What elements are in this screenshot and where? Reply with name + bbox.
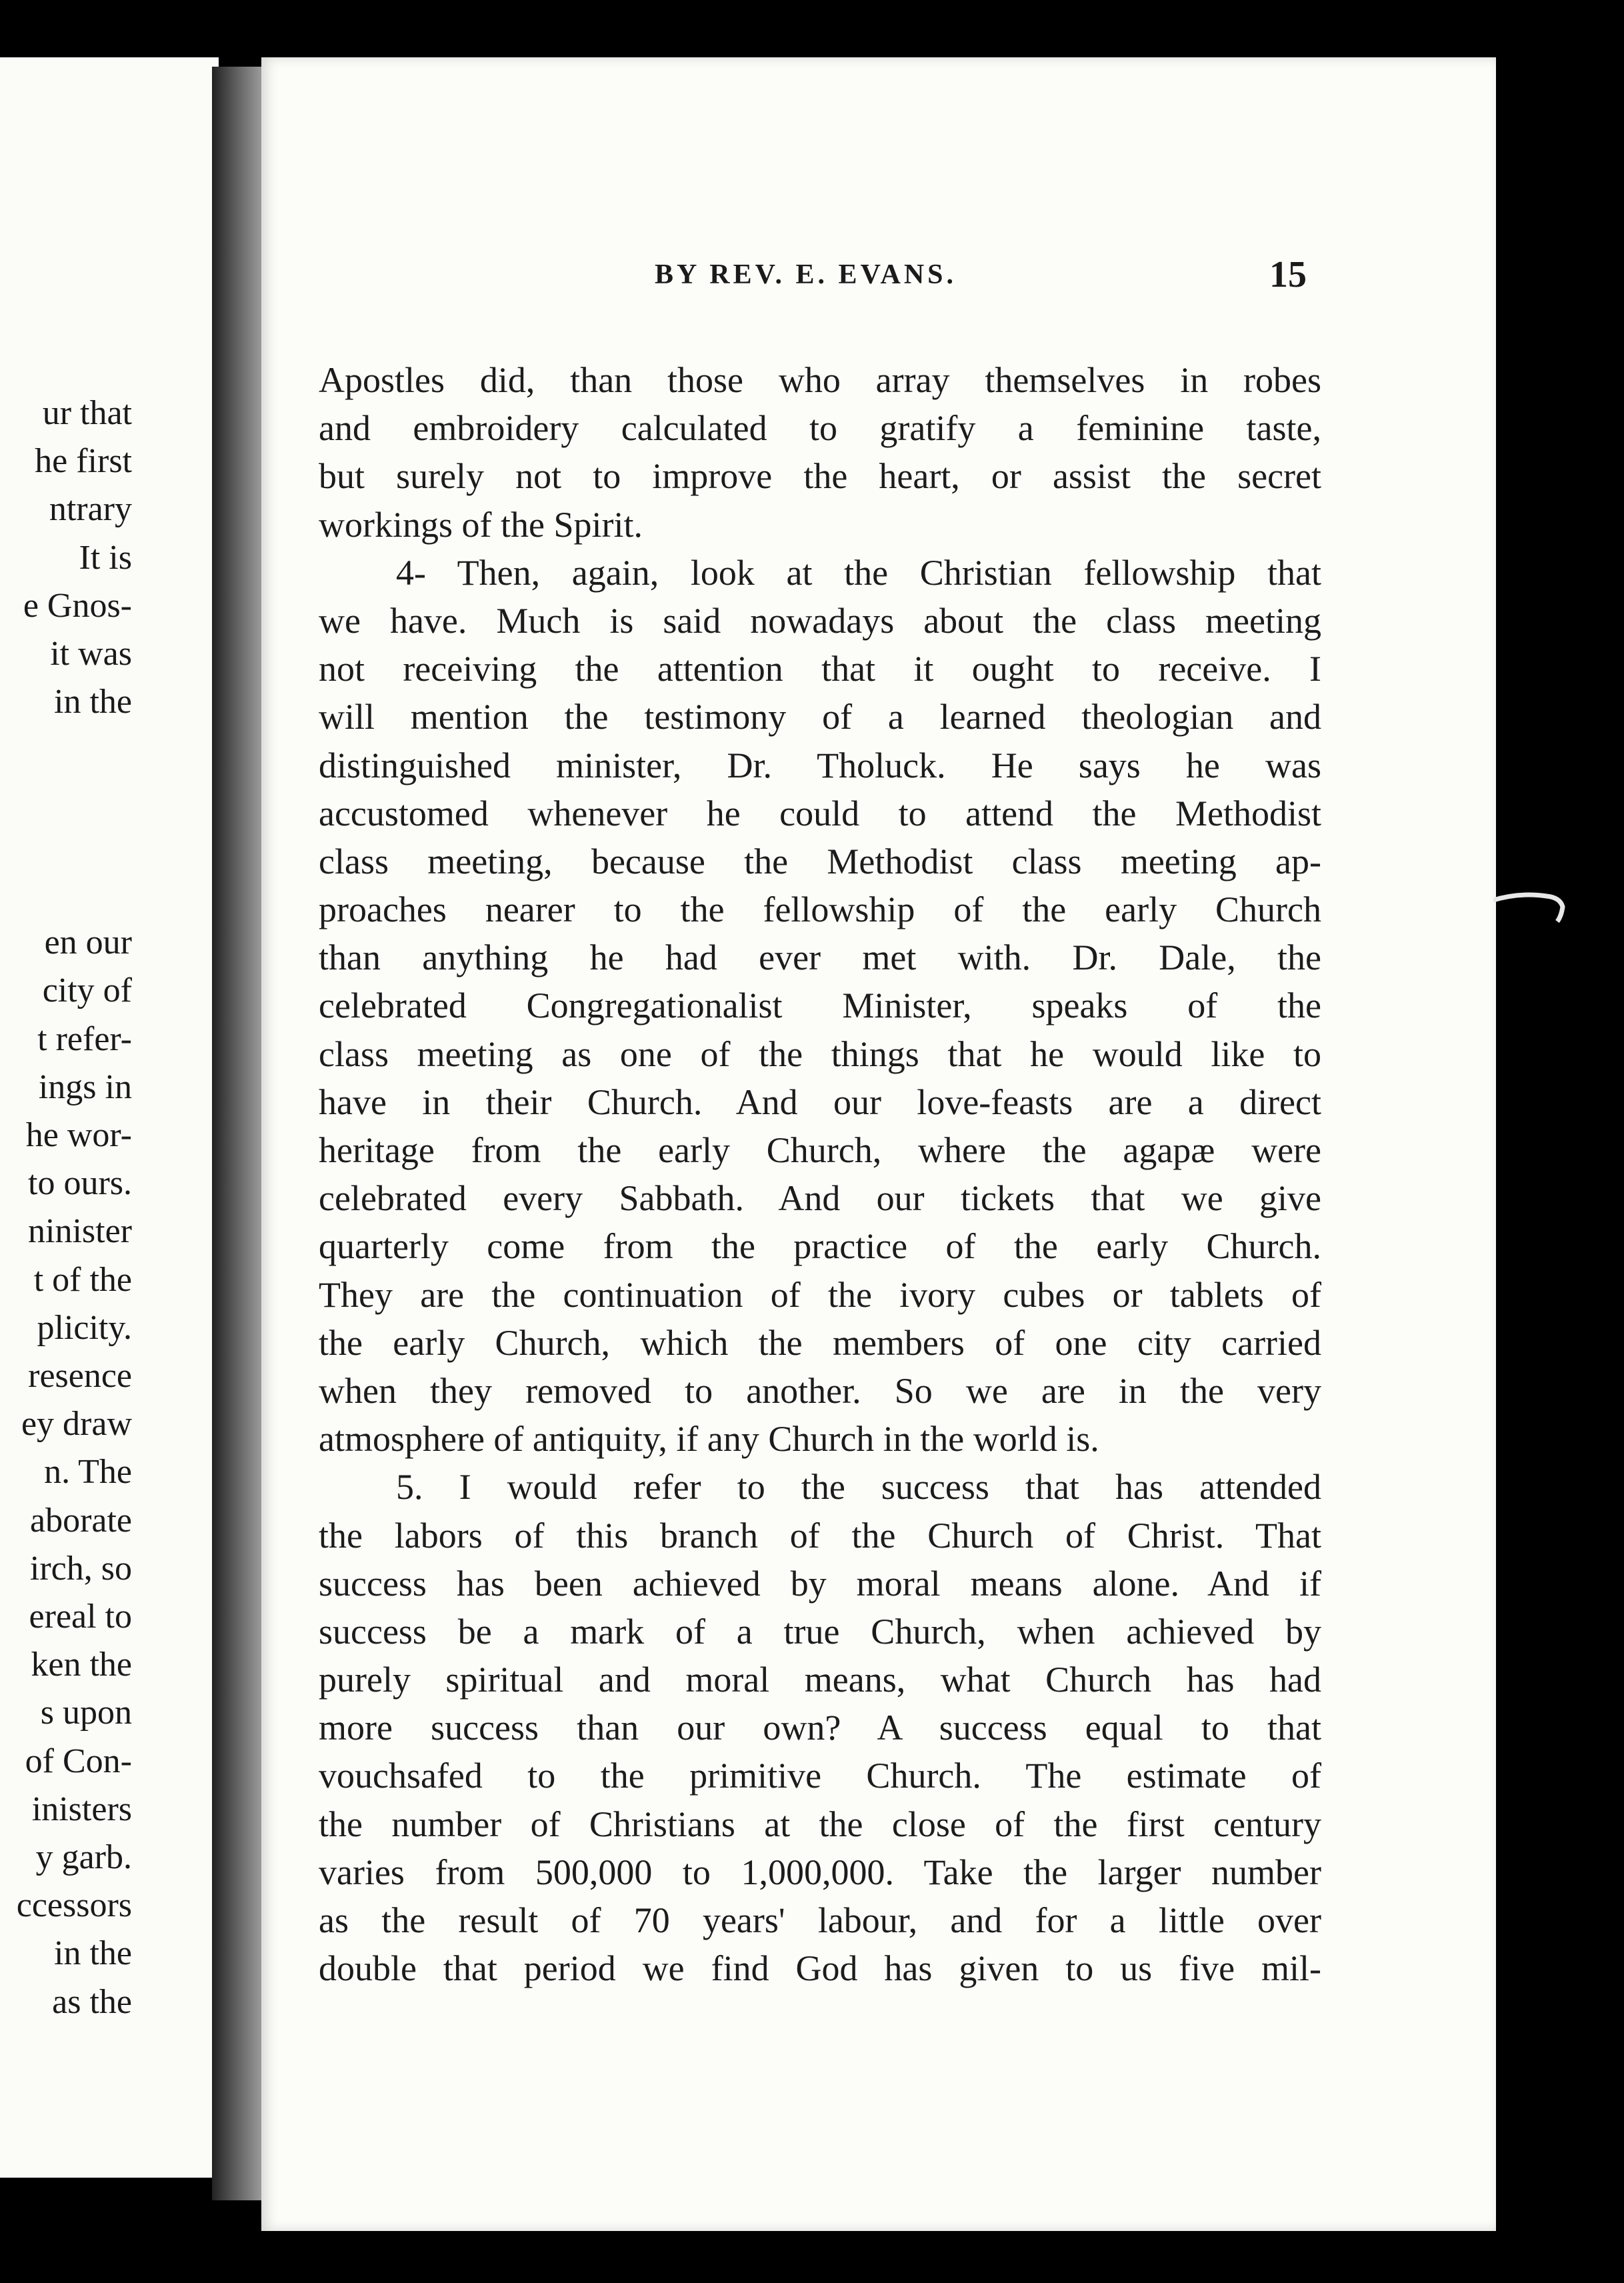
text-line: but surely not to improve the heart, or assist the secret	[319, 456, 1321, 497]
left-page-fragment: en our	[44, 923, 132, 962]
text-line: more success than our own? A success equal to that	[319, 1708, 1321, 1748]
text-line: and embroidery calculated to gratify a feminine taste,	[319, 408, 1321, 449]
text-line: will mention the testimony of a learned theologian and	[319, 697, 1321, 737]
left-page-fragment: it was	[50, 635, 132, 673]
text-line: have in their Church. And our love-feasts are a direct	[319, 1081, 1321, 1122]
text-line: not receiving the attention that it ought to receive. I	[319, 649, 1321, 689]
left-page-fragment: as the	[52, 1982, 132, 2021]
text-line: 4- Then, again, look at the Christian fellowship that	[396, 552, 1321, 593]
text-line: the labors of this branch of the Church of Christ. That	[319, 1515, 1321, 1556]
text-line: They are the continuation of the ivory cubes or tablets of	[319, 1274, 1321, 1315]
left-page-fragment: ken the	[31, 1646, 132, 1684]
text-line: 5. I would refer to the success that has attended	[396, 1467, 1321, 1508]
left-page-fragment: city of	[42, 971, 132, 1010]
text-line: varies from 500,000 to 1,000,000. Take the larger number	[319, 1852, 1321, 1892]
left-page-fragment: irch, so	[29, 1549, 132, 1588]
left-page-fragment: It is	[79, 538, 132, 577]
text-line: purely spiritual and moral means, what Church has had	[319, 1660, 1321, 1700]
text-line: success be a mark of a true Church, when achieved by	[319, 1611, 1321, 1652]
left-page-fragment: of Con-	[25, 1742, 132, 1780]
page-header	[261, 254, 1496, 319]
body-text	[319, 356, 1321, 1992]
text-line: double that period we find God has given to us five mil-	[319, 1948, 1321, 1989]
left-page-fragment: e Gnos-	[23, 586, 132, 625]
text-line: heritage from the early Church, where the agapæ were	[319, 1130, 1321, 1170]
text-line: distinguished minister, Dr. Tholuck. He says he was	[319, 745, 1321, 785]
left-page-fragment: he first	[35, 442, 132, 481]
left-page-fragment: in the	[54, 683, 132, 721]
text-line: as the result of 70 years' labour, and for a little over	[319, 1900, 1321, 1940]
text-line: the number of Christians at the close of the first century	[319, 1804, 1321, 1844]
text-line: success has been achieved by moral means alone. And if	[319, 1563, 1321, 1604]
left-page-fragment: aborate	[29, 1501, 132, 1540]
left-page-fragment: plicity.	[37, 1308, 132, 1347]
left-facing-page	[0, 57, 219, 2178]
text-line: celebrated every Sabbath. And our tickets that we give	[319, 1178, 1321, 1219]
right-page	[261, 57, 1496, 2231]
text-line: atmosphere of antiquity, if any Church in the world is.	[319, 1419, 1099, 1460]
text-line: the early Church, which the members of one city carried	[319, 1322, 1321, 1363]
left-page-fragment: in the	[54, 1934, 132, 1973]
left-page-fragment: ninister	[28, 1212, 132, 1251]
text-line: class meeting as one of the things that he would like to	[319, 1033, 1321, 1074]
left-page-fragment: y garb.	[35, 1838, 132, 1876]
text-line: class meeting, because the Methodist class meeting ap-	[319, 841, 1321, 881]
text-line: accustomed whenever he could to attend the Methodist	[319, 793, 1321, 833]
left-page-fragment: t refer-	[37, 1019, 132, 1058]
left-page-fragment: inisters	[31, 1790, 132, 1828]
text-line: proaches nearer to the fellowship of the early Church	[319, 889, 1321, 930]
left-page-fragment: ereal to	[29, 1598, 132, 1636]
left-page-fragment: n. The	[44, 1453, 132, 1492]
text-line: celebrated Congregationalist Minister, speaks of the	[319, 985, 1321, 1026]
left-page-fragment: ey draw	[21, 1405, 132, 1444]
text-line: vouchsafed to the primitive Church. The estimate of	[319, 1756, 1321, 1796]
text-line: we have. Much is said nowadays about the class meeting	[319, 600, 1321, 641]
running-head: BY REV. E. EVANS.	[655, 259, 957, 290]
left-page-fragment: to ours.	[28, 1164, 132, 1203]
left-page-fragment: resence	[28, 1357, 132, 1395]
text-line: quarterly come from the practice of the early Church.	[319, 1226, 1321, 1267]
left-page-fragment: s upon	[40, 1694, 132, 1732]
left-page-fragment: ccessors	[16, 1886, 132, 1925]
text-line: than anything he had ever met with. Dr. Dale, the	[319, 937, 1321, 978]
left-page-fragment: he wor-	[25, 1116, 132, 1154]
left-page-fragment: ings in	[38, 1067, 132, 1106]
page-number: 15	[1269, 254, 1307, 295]
text-line: workings of the Spirit.	[319, 504, 643, 545]
text-line: when they removed to another. So we are in the very	[319, 1370, 1321, 1411]
left-page-fragment: t of the	[33, 1260, 132, 1299]
text-line: Apostles did, than those who array themselves in robes	[319, 360, 1321, 400]
left-page-fragment: ntrary	[49, 490, 132, 529]
margin-mark-icon	[1493, 887, 1573, 927]
left-page-fragment: ur that	[42, 394, 132, 432]
